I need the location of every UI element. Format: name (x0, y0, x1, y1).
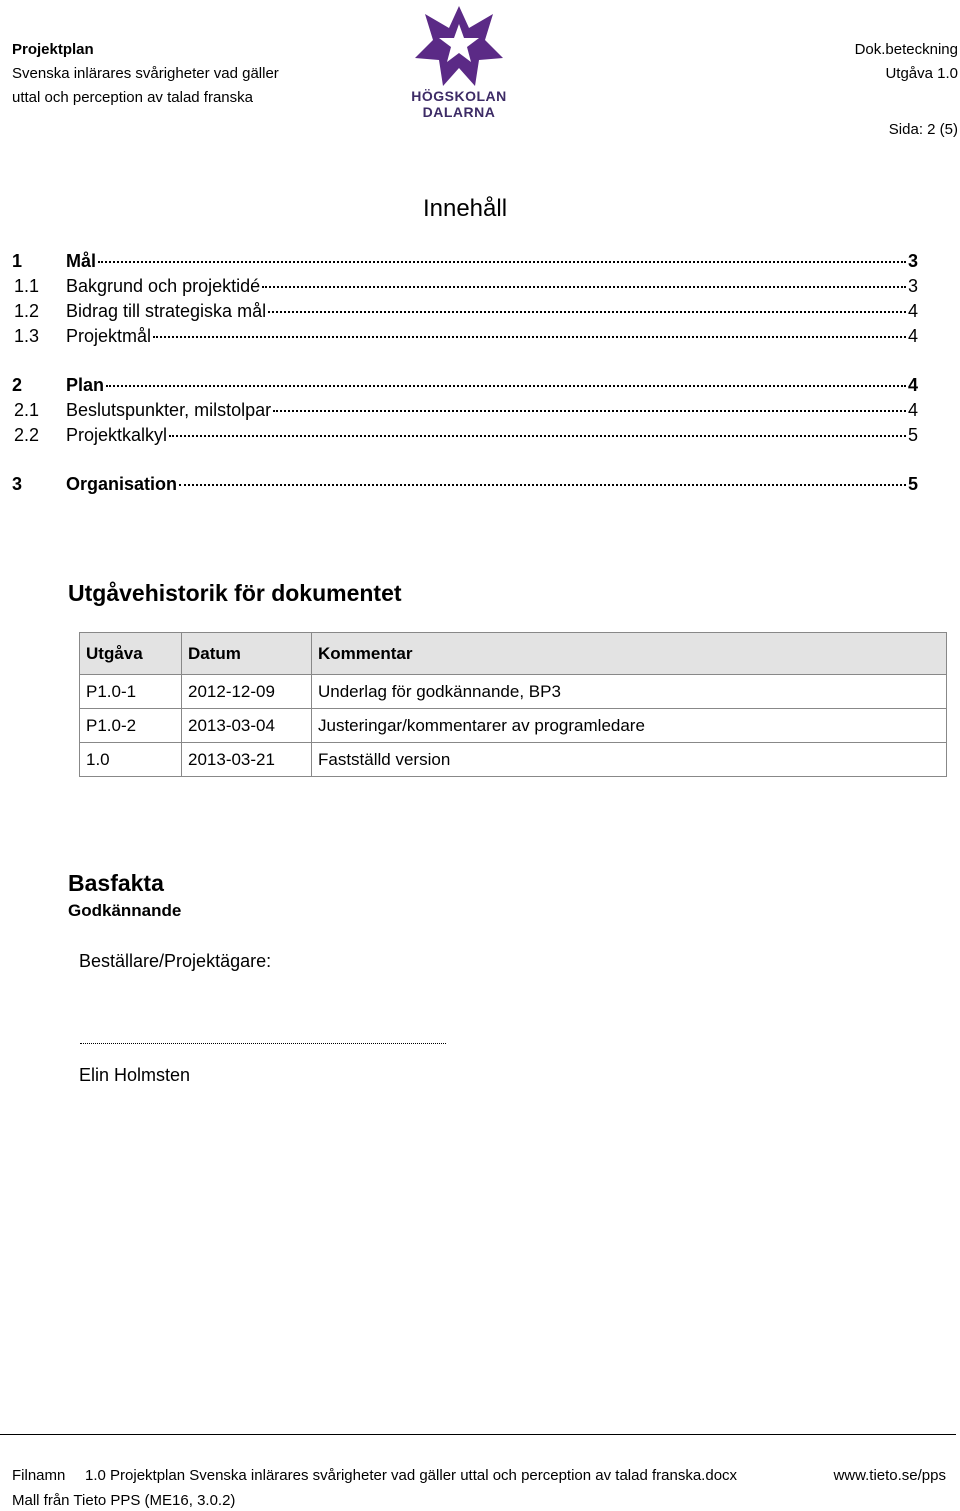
toc-page: 4 (907, 326, 918, 346)
toc-leader (153, 336, 906, 338)
footer-template: Mall från Tieto PPS (ME16, 3.0.2) (12, 1492, 236, 1509)
header-right (855, 38, 958, 86)
toc-entry[interactable] (14, 324, 918, 349)
footer-filename (12, 1466, 737, 1486)
column-header: Datum (182, 633, 312, 675)
toc-label: Organisation (66, 474, 178, 494)
table-header-row (80, 633, 947, 675)
toc-number: 1.1 (14, 276, 40, 296)
table-cell: P1.0-2 (80, 709, 182, 743)
table-cell: 2013-03-04 (182, 709, 312, 743)
toc-label: Bidrag till strategiska mål (66, 301, 267, 321)
toc-leader (179, 484, 906, 486)
toc-entry[interactable] (12, 472, 918, 497)
version-history-title: Utgåvehistorik för dokumentet (68, 580, 402, 606)
basfakta-subtitle: Godkännande (68, 901, 182, 920)
toc-number: 2.2 (14, 425, 40, 445)
table-cell: P1.0-1 (80, 675, 182, 709)
footer-divider (0, 1434, 956, 1435)
table-row (80, 675, 947, 709)
toc-entry[interactable] (14, 299, 918, 324)
version-history-table (79, 632, 947, 777)
header-left (12, 38, 279, 110)
table-cell: Fastställd version (312, 743, 947, 777)
toc-number: 1.2 (14, 301, 40, 321)
toc-page: 5 (907, 474, 918, 494)
toc-page: 4 (907, 375, 918, 395)
table-cell: Justeringar/kommentarer av programledare (312, 709, 947, 743)
filename-label: Filnamn (12, 1467, 66, 1484)
toc-number: 1 (12, 251, 23, 271)
table-row (80, 709, 947, 743)
hogskolan-dalarna-logo (405, 4, 513, 120)
toc-entry[interactable] (14, 398, 918, 423)
table-row (80, 743, 947, 777)
toc-number: 3 (12, 474, 23, 494)
toc-label: Beslutspunkter, milstolpar (66, 400, 272, 420)
toc-label: Projektmål (66, 326, 152, 346)
column-header: Kommentar (312, 633, 947, 675)
toc-leader (262, 286, 906, 288)
toc-page: 5 (907, 425, 918, 445)
filename-value: 1.0 Projektplan Svenska inlärares svårigheter vad gäller uttal och perception av talad franska.docx (85, 1467, 738, 1484)
star-flower-icon (413, 4, 505, 88)
toc-entry[interactable] (12, 249, 918, 274)
toc-label: Mål (66, 251, 97, 271)
page-number: Sida: 2 (5) (888, 121, 958, 138)
toc-number: 1.3 (14, 326, 40, 346)
logo-line2: DALARNA (422, 104, 496, 120)
logo-line1: HÖGSKOLAN (411, 88, 507, 104)
toc-page: 4 (907, 400, 918, 420)
signature-line (80, 1043, 446, 1044)
table-cell: 2013-03-21 (182, 743, 312, 777)
toc-entry[interactable] (14, 423, 918, 448)
toc-title: Innehåll (422, 195, 508, 222)
orderer-label: Beställare/Projektägare: (79, 951, 272, 971)
toc-page: 4 (907, 301, 918, 321)
doc-title: Projektplan (12, 41, 94, 58)
footer-url[interactable]: www.tieto.se/pps (833, 1467, 946, 1484)
toc-label: Plan (66, 375, 105, 395)
toc-page: 3 (907, 276, 918, 296)
toc-leader (106, 385, 906, 387)
toc-leader (268, 311, 906, 313)
toc-number: 2.1 (14, 400, 40, 420)
table-cell: 1.0 (80, 743, 182, 777)
basfakta-title: Basfakta (68, 870, 164, 896)
signer-name: Elin Holmsten (79, 1065, 191, 1085)
doc-subtitle-line1: Svenska inlärares svårigheter vad gäller (12, 65, 279, 82)
toc-label: Bakgrund och projektidé (66, 276, 261, 296)
doc-reference: Dok.beteckning (854, 41, 958, 58)
toc-page: 3 (907, 251, 918, 271)
doc-version: Utgåva 1.0 (885, 65, 958, 82)
toc-label: Projektkalkyl (66, 425, 168, 445)
toc-entry[interactable] (12, 373, 918, 398)
doc-subtitle-line2: uttal och perception av talad franska (12, 89, 253, 106)
toc-number: 2 (12, 375, 23, 395)
column-header: Utgåva (80, 633, 182, 675)
toc-entry[interactable] (14, 274, 918, 299)
toc-leader (273, 410, 906, 412)
toc-leader (169, 435, 906, 437)
toc-leader (98, 261, 906, 263)
table-cell: Underlag för godkännande, BP3 (312, 675, 947, 709)
table-cell: 2012-12-09 (182, 675, 312, 709)
